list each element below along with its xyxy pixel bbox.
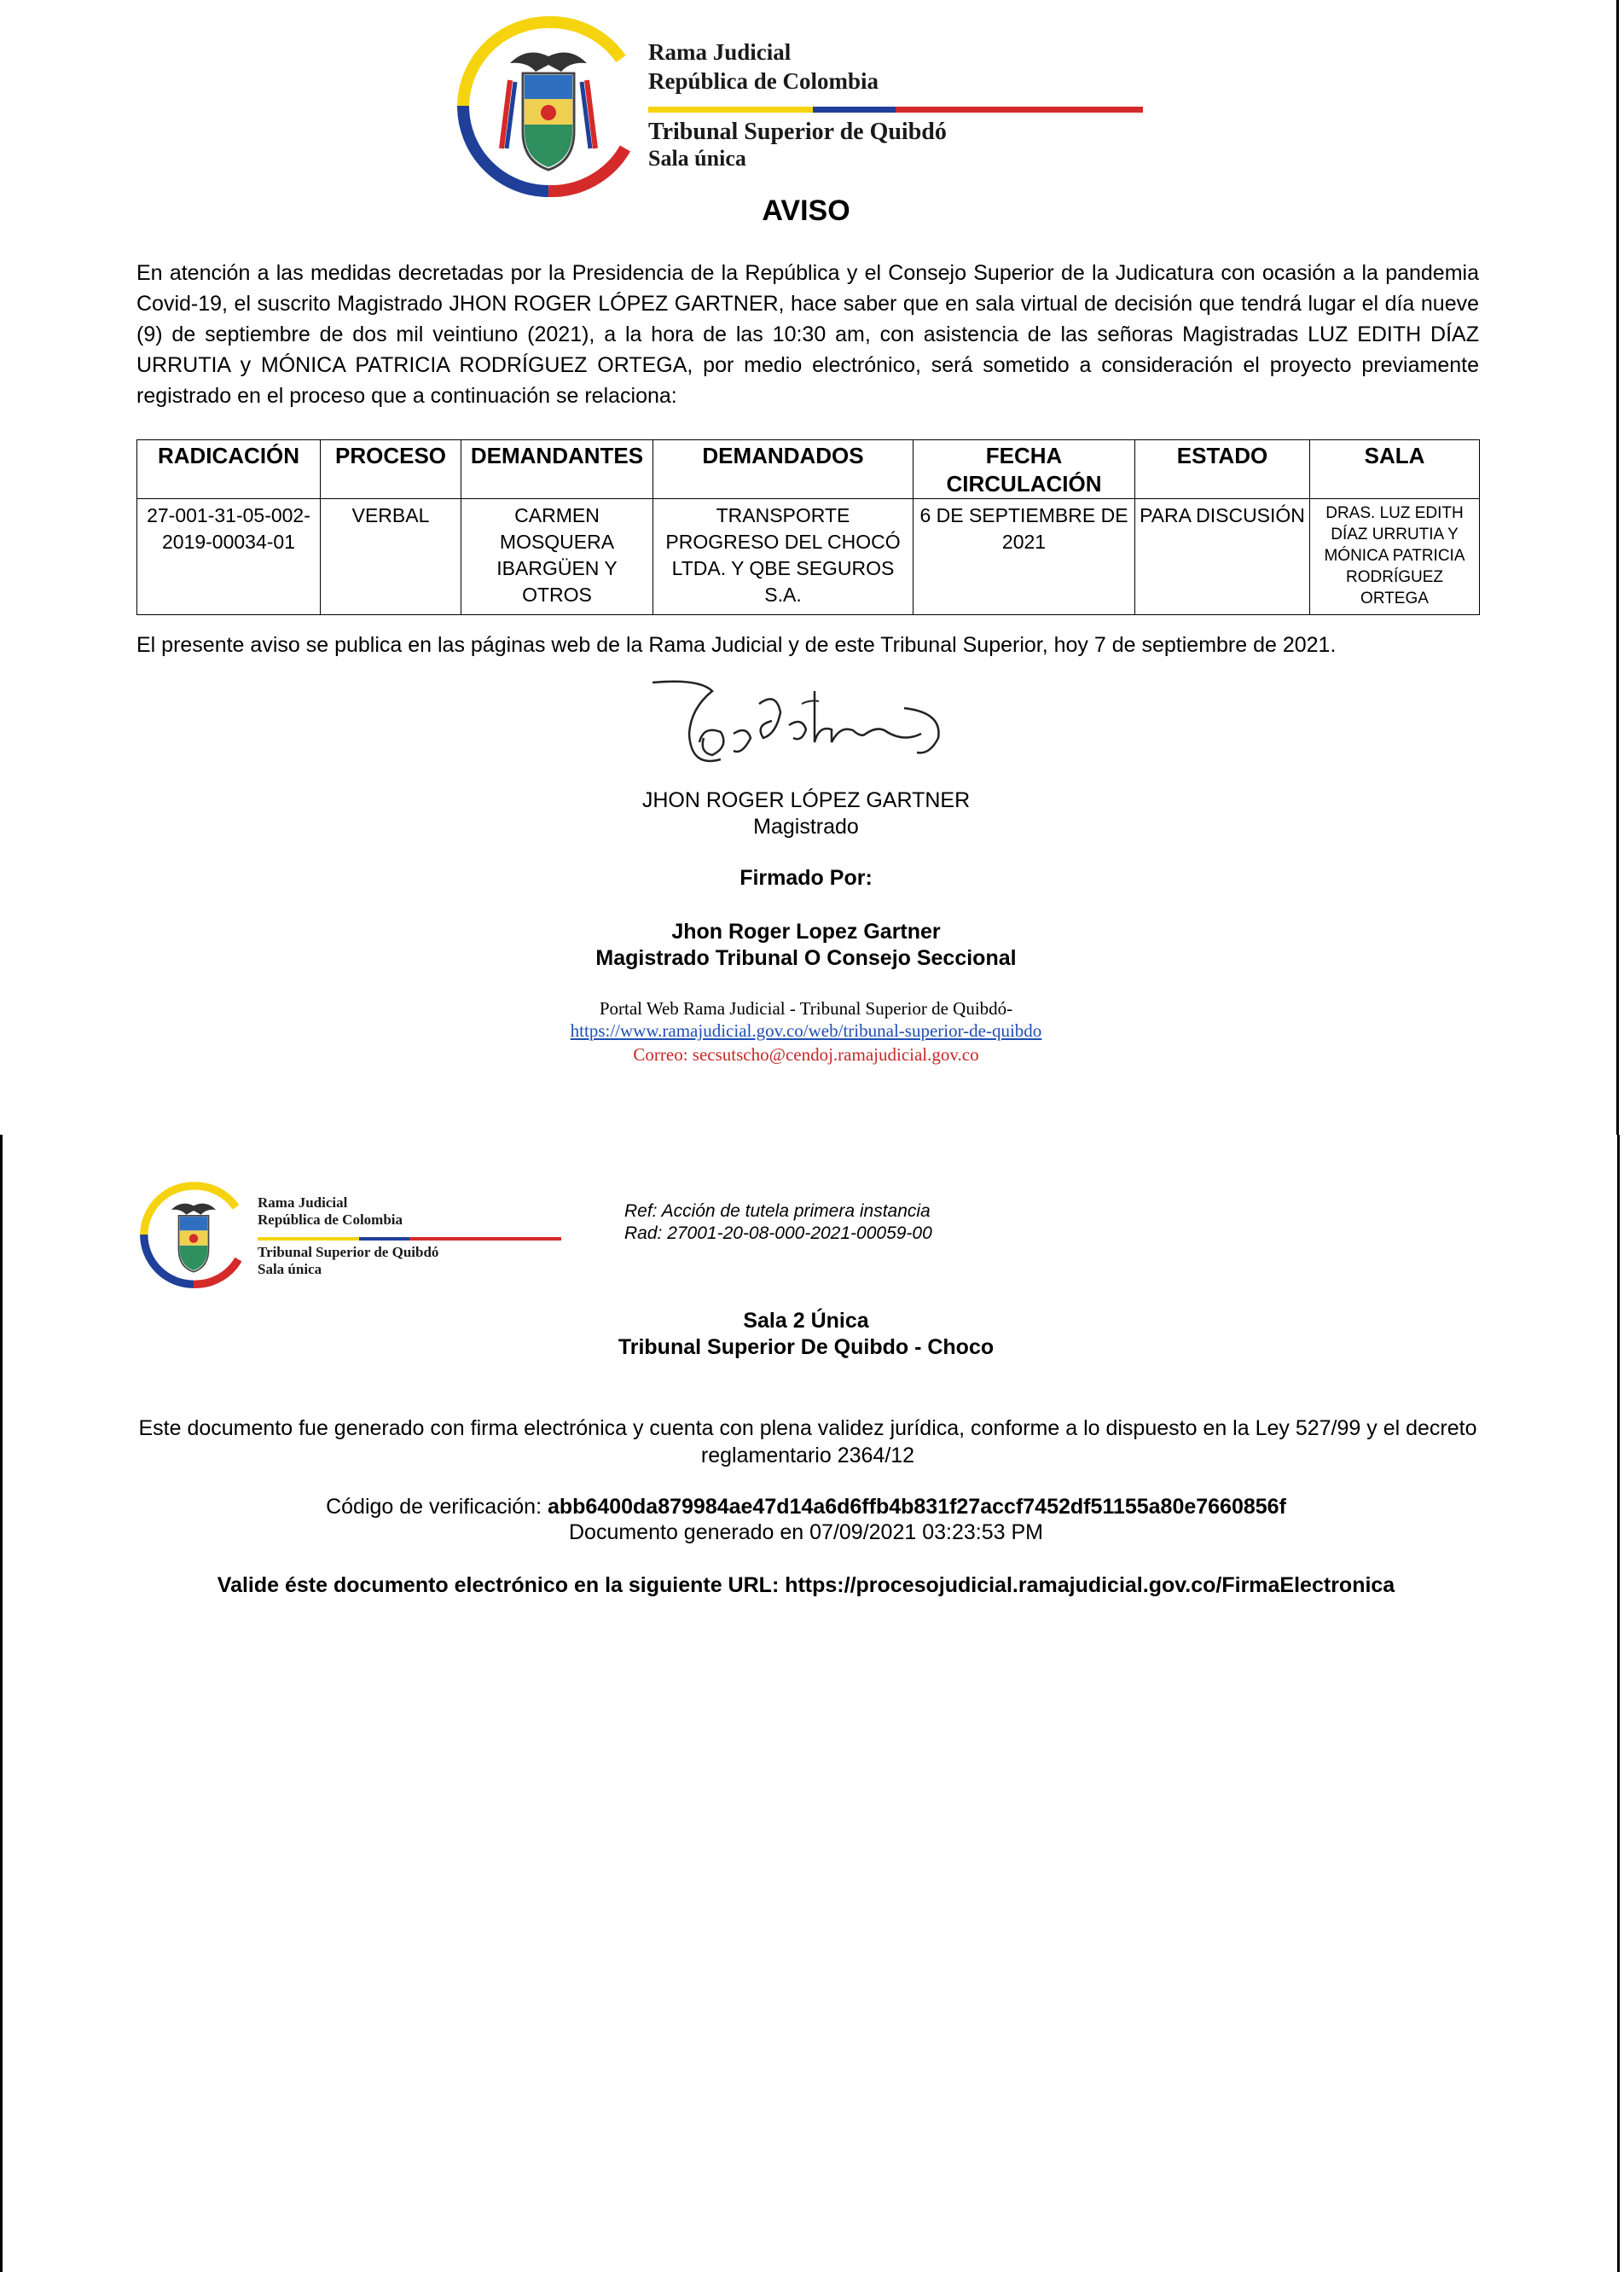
column-header: DEMANDANTES <box>461 440 653 499</box>
header-line-4: Sala única <box>648 146 746 171</box>
cell-demandados: TRANSPORTE PROGRESO DEL CHOCÓ LTDA. Y QBE SEGUROS S.A. <box>653 499 914 615</box>
header-line-2: República de Colombia <box>648 68 879 94</box>
column-header: SALA <box>1310 440 1480 499</box>
portal-url-link[interactable]: https://www.ramajudicial.gov.co/web/tribunal-superior-de-quibdo <box>570 1020 1042 1041</box>
validation-url[interactable]: Valide éste documento electrónico en la siguiente URL: https://procesojudicial.ramajudicial.gov.co/FirmaElectronica <box>217 1573 1395 1597</box>
column-header: PROCESO <box>321 440 461 499</box>
contact-email: Correo: secsutscho@cendoj.ramajudicial.gov.co <box>633 1044 979 1065</box>
portal-footer: Portal Web Rama Judicial - Tribunal Superior de Quibdó- <box>599 998 1013 1019</box>
column-header: ESTADO <box>1135 440 1310 499</box>
signed-by-label: Firmado Por: <box>740 866 873 890</box>
validity-statement: Este documento fue generado con firma electrónica y cuenta con plena validez jurídica, conforme a lo dispuesto en la Ley 527/99 y el decreto reglamentario 2364/12 <box>138 1416 1477 1467</box>
header-line-3: Tribunal Superior de Quibdó <box>648 119 947 145</box>
header-rule <box>258 1237 561 1241</box>
handwritten-signature <box>648 674 955 785</box>
cell-sala: DRAS. LUZ EDITH DÍAZ URRUTIA Y MÓNICA PATRICIA RODRÍGUEZ ORTEGA <box>1310 499 1480 615</box>
header-line-4: Sala única <box>258 1261 322 1277</box>
generated-timestamp: Documento generado en 07/09/2021 03:23:53 PM <box>569 1520 1043 1544</box>
intro-paragraph: En atención a las medidas decretadas por la Presidencia de la República y el Consejo Superior de la Judicatura con ocasión a la pandemia Covid-19, el suscrito Magistrado JHON ROGER LÓPEZ GARTNER, hace saber que en sala virtual de decisión que tendrá lugar el día nueve (9) de septiembre de dos mil veintiuno (2021), a la hora de las 10:30 am, con asistencia de las señoras Magistradas LUZ EDITH DÍAZ URRUTIA y MÓNICA PATRICIA RODRÍGUEZ ORTEGA, por medio electrónico, será sometido a consideración el proyecto previamente registrado en el proceso que a continuación se relaciona: <box>136 261 1479 408</box>
page-title: AVISO <box>762 195 850 227</box>
cell-radicacion: 27-001-31-05-002-2019-00034-01 <box>137 499 321 615</box>
cell-proceso: VERBAL <box>321 499 461 615</box>
header-rule <box>648 107 1143 113</box>
sala-title: Sala 2 Única <box>743 1309 869 1333</box>
coat-of-arms-emblem <box>136 1179 251 1290</box>
cell-fecha: 6 DE SEPTIEMBRE DE 2021 <box>914 499 1135 615</box>
table-header-row <box>137 440 1480 499</box>
verification-code-label: Código de verificación: <box>326 1495 542 1519</box>
verification-code-line <box>0 1495 1612 1520</box>
page-edge-line <box>1616 0 1619 1135</box>
publication-notice: El presente aviso se publica en las páginas web de la Rama Judicial y de este Tribunal Superior, hoy 7 de septiembre de 2021. <box>136 633 1337 657</box>
process-table <box>136 439 1480 615</box>
coat-of-arms-emblem <box>450 12 647 200</box>
tribunal-title: Tribunal Superior De Quibdo - Choco <box>618 1335 995 1359</box>
page-1 <box>0 0 1615 1135</box>
signed-role: Magistrado Tribunal O Consejo Seccional <box>595 946 1017 970</box>
signer-role: Magistrado <box>753 815 859 839</box>
column-header: FECHA CIRCULACIÓN <box>914 440 1135 499</box>
reference-line: Ref: Acción de tutela primera instancia <box>624 1201 931 1221</box>
header-line-3: Tribunal Superior de Quibdó <box>258 1244 439 1260</box>
page-2 <box>0 1138 1615 2272</box>
signer-name: JHON ROGER LÓPEZ GARTNER <box>641 788 971 812</box>
header-line-1: Rama Judicial <box>258 1194 348 1211</box>
page-edge-line <box>1617 1135 1620 2272</box>
radicado-line: Rad: 27001-20-08-000-2021-00059-00 <box>624 1223 932 1243</box>
cell-demandantes: CARMEN MOSQUERA IBARGÜEN Y OTROS <box>461 499 653 615</box>
column-header: RADICACIÓN <box>137 440 321 499</box>
cell-estado: PARA DISCUSIÓN <box>1135 499 1310 615</box>
table-row <box>137 499 1480 615</box>
header-line-2: República de Colombia <box>258 1212 403 1228</box>
header-line-1: Rama Judicial <box>648 39 792 65</box>
verification-code: abb6400da879984ae47d14a6d6ffb4b831f27accf7452df51155a80e7660856f <box>547 1495 1286 1519</box>
column-header: DEMANDADOS <box>653 440 914 499</box>
signed-name: Jhon Roger Lopez Gartner <box>671 920 941 944</box>
